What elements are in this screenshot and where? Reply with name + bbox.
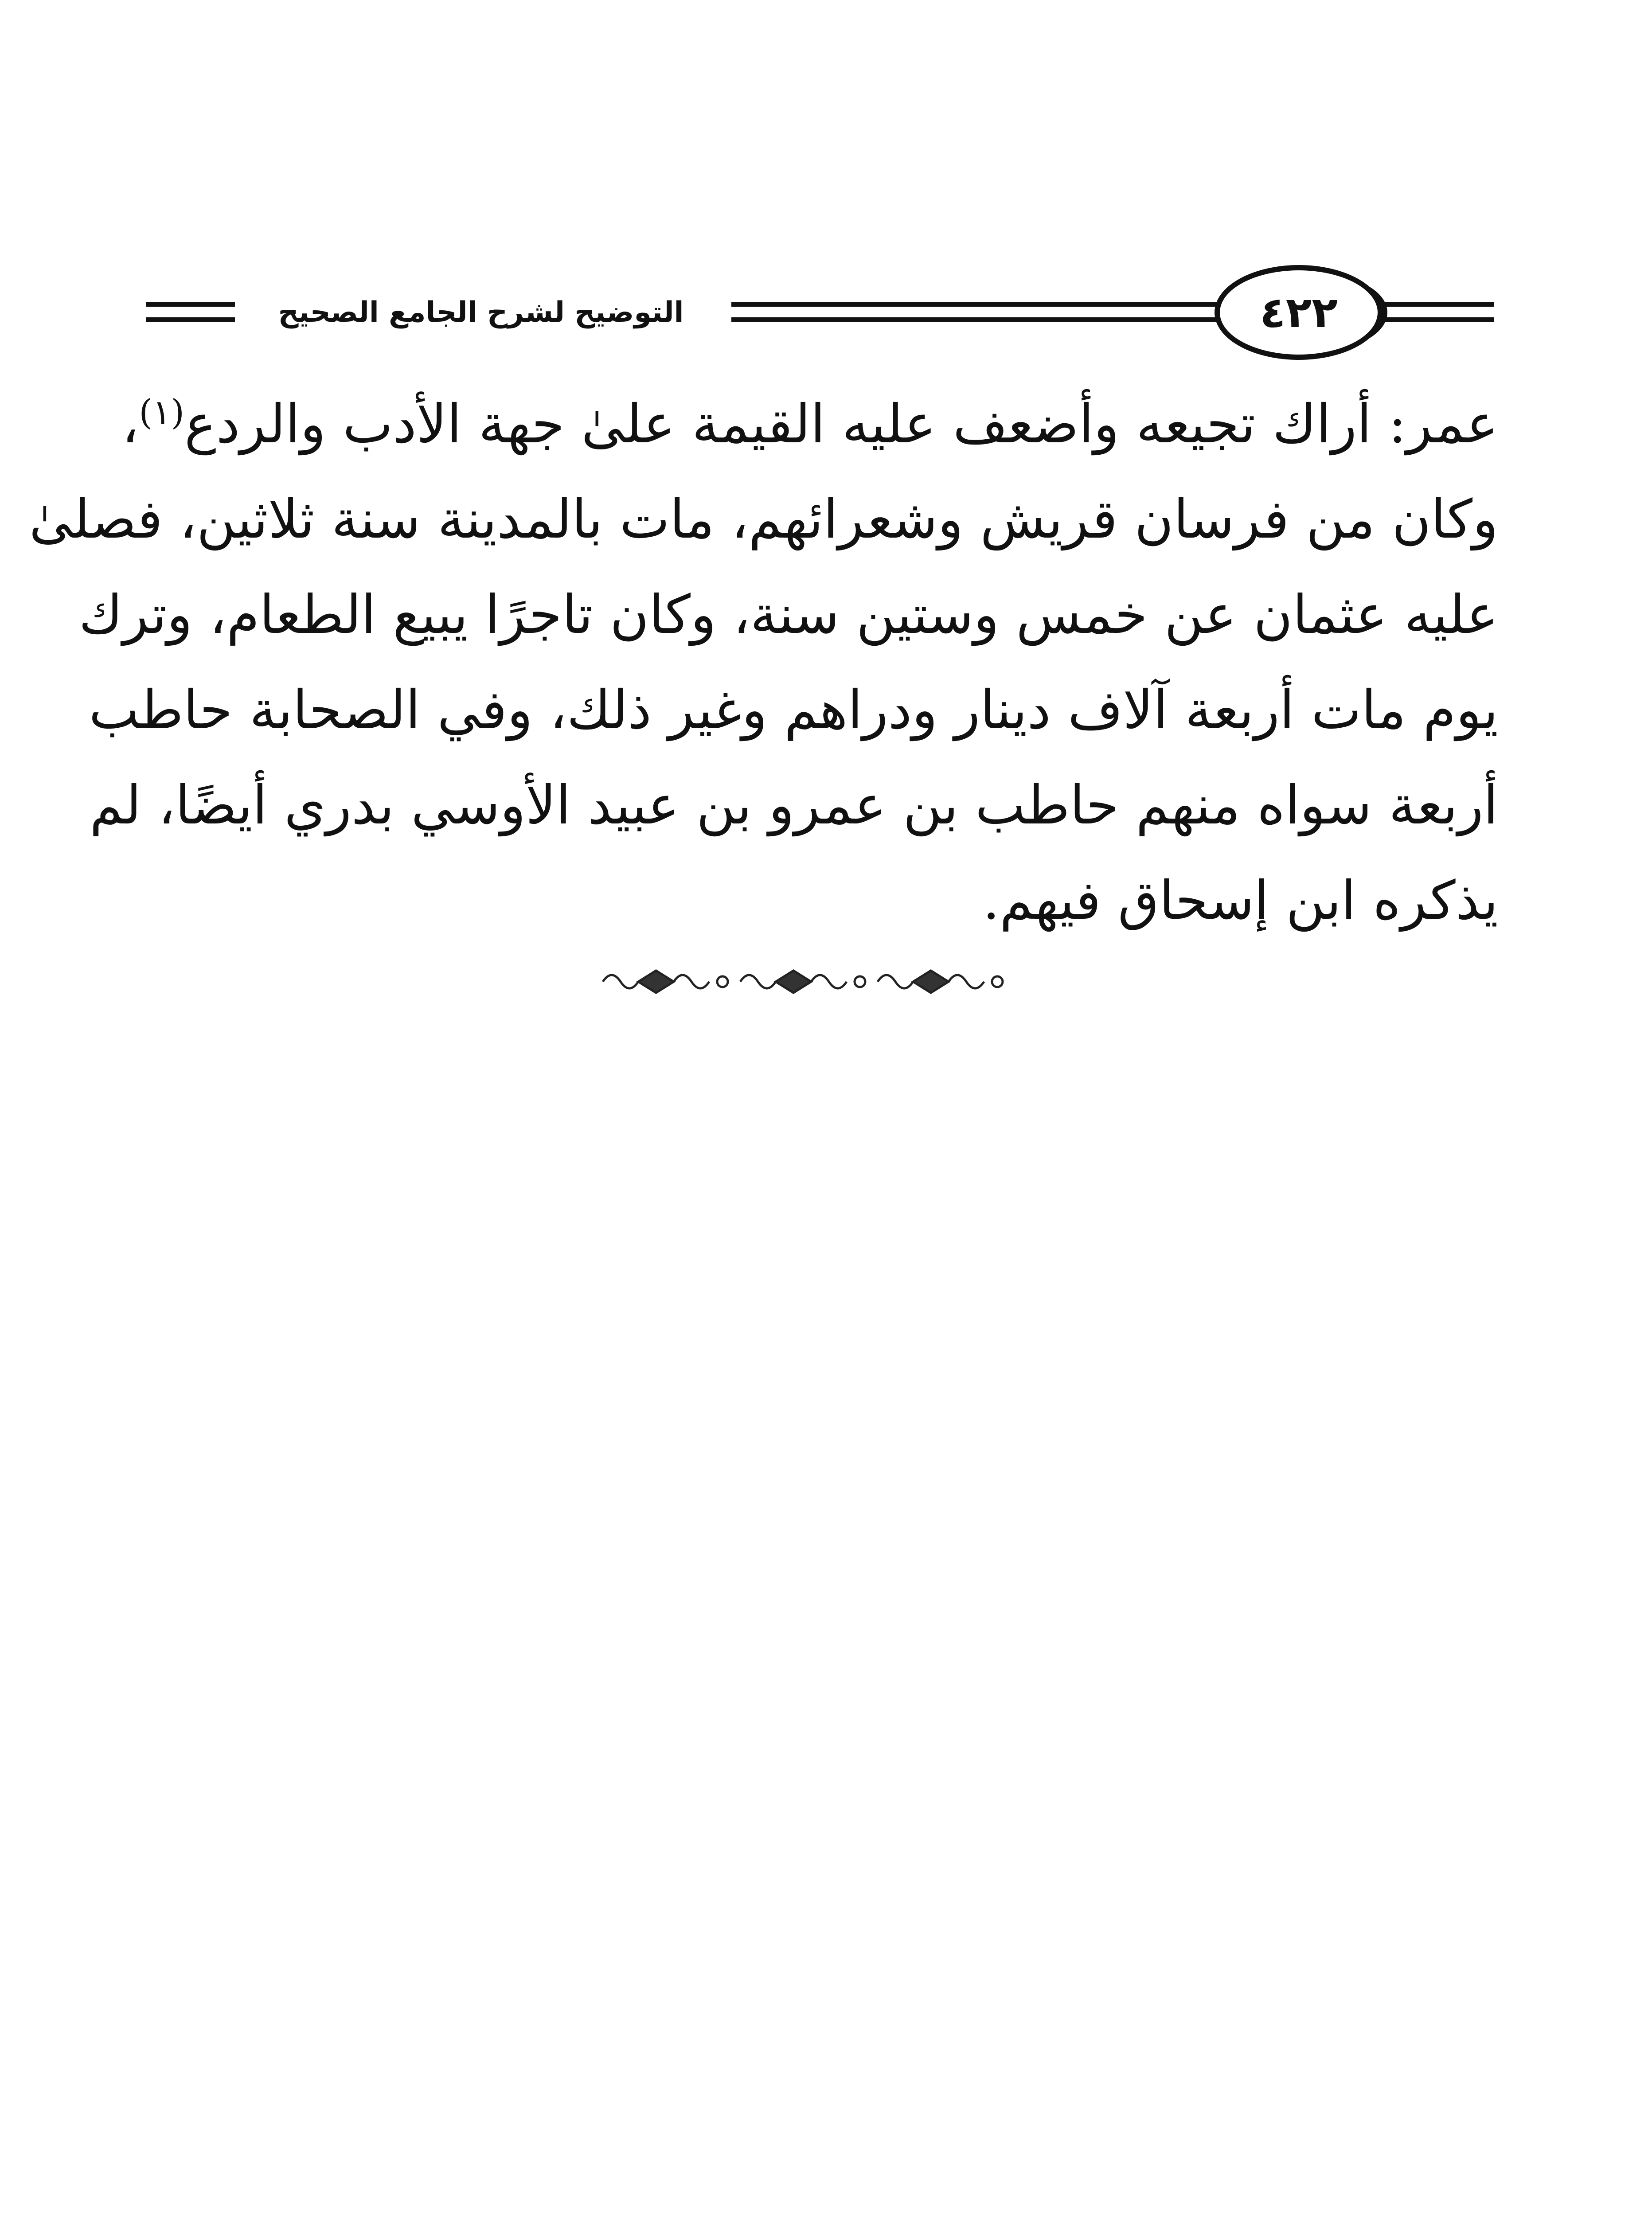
header-double-rule-middle bbox=[731, 302, 1226, 322]
body-line-1-text: عمر: أراك تجيعه وأضعف عليه القيمة علىٰ جهة الأدب والردع bbox=[184, 394, 1498, 455]
book-title: التوضيح لشرح الجامع الصحيح bbox=[278, 296, 684, 329]
body-line-2: وكان من فرسان قريش وشعرائهم، مات بالمدينة سنة ثلاثين، فصلىٰ bbox=[29, 489, 1498, 550]
body-line-6: يذكره ابن إسحاق فيهم. bbox=[982, 870, 1498, 932]
ornament-motif-right bbox=[878, 971, 1003, 993]
footnote-reference[interactable]: (١) bbox=[139, 393, 185, 433]
header-double-rule-left bbox=[146, 302, 235, 322]
body-line-4: يوم مات أربعة آلاف دينار ودراهم وغير ذلك، وفي الصحابة حاطب bbox=[89, 679, 1498, 741]
page-number: ٤٢٢ bbox=[1260, 288, 1338, 337]
body-line-1-tail: ، bbox=[121, 394, 139, 455]
ornament-motif-left bbox=[603, 971, 728, 993]
body-line-1 bbox=[121, 377, 1498, 472]
page-number-badge bbox=[1215, 265, 1383, 360]
ornament-motif-center bbox=[740, 971, 865, 993]
header-double-rule-right bbox=[1379, 302, 1494, 322]
running-header bbox=[0, 261, 1652, 363]
ornamental-divider bbox=[590, 960, 1033, 999]
body-line-3: عليه عثمان عن خمس وستين سنة، وكان تاجرًا يبيع الطعام، وترك bbox=[78, 584, 1498, 646]
body-line-5: أربعة سواه منهم حاطب بن عمرو بن عبيد الأوسي بدري أيضًا، لم bbox=[90, 775, 1498, 836]
body-text bbox=[29, 377, 1498, 948]
